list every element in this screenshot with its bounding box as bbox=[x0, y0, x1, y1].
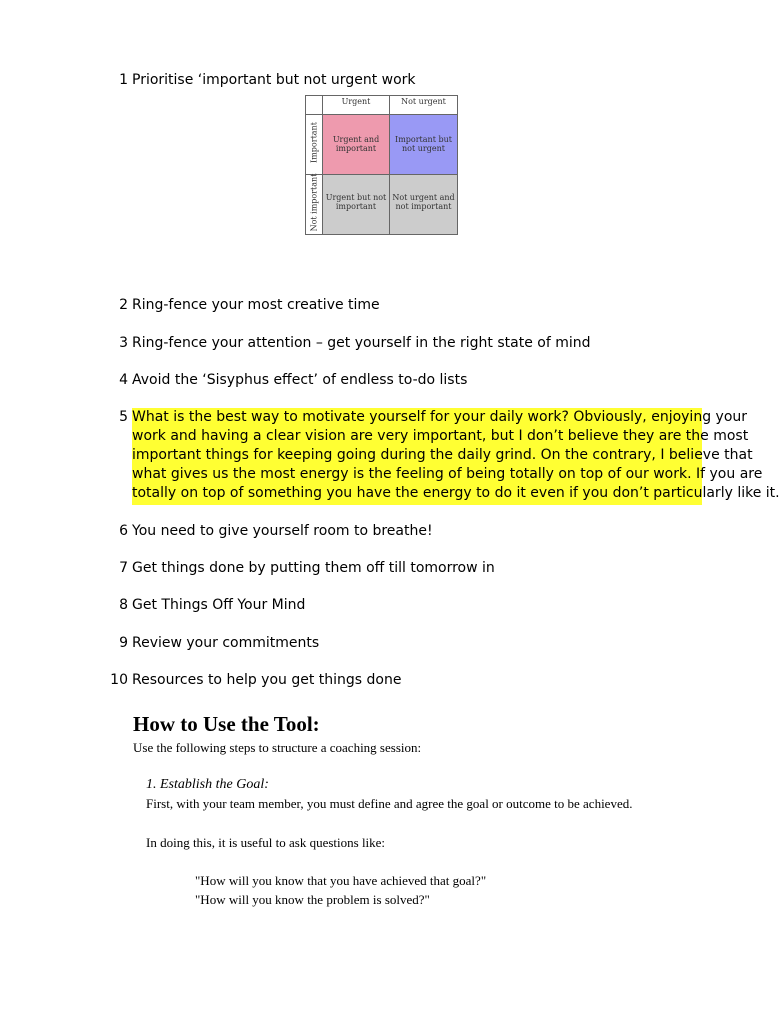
quadrant-urgent-important bbox=[323, 115, 389, 174]
paragraph-line: important things for keeping going during the daily grind. On the contrary, I believe that bbox=[132, 447, 753, 463]
item-number: 4 bbox=[119, 372, 128, 388]
priority-matrix bbox=[305, 95, 458, 235]
quadrant-label: important bbox=[335, 144, 377, 153]
item-number: 6 bbox=[119, 523, 128, 539]
col-header-urgent: Urgent bbox=[341, 97, 371, 106]
item-text: Ring-fence your most creative time bbox=[132, 297, 380, 313]
paragraph-line: totally on top of something you have the energy to do it even if you don’t particularly like it. bbox=[132, 485, 780, 501]
item-number: 7 bbox=[119, 560, 128, 576]
row-header-important: Important bbox=[309, 122, 319, 163]
paragraph-line: what gives us the most energy is the feeling of being totally on top of our work. If you are bbox=[132, 466, 763, 482]
quadrant-label: not urgent bbox=[402, 144, 445, 153]
item-number: 9 bbox=[119, 635, 128, 651]
quadrant-label: Important but bbox=[395, 135, 452, 144]
item-text: Get Things Off Your Mind bbox=[132, 597, 306, 613]
item-text: Avoid the ‘Sisyphus effect’ of endless to-do lists bbox=[132, 372, 468, 388]
paragraph-line: What is the best way to motivate yourself for your daily work? Obviously, enjoying your bbox=[132, 409, 748, 425]
example-question: "How will you know that you have achieved that goal?" bbox=[195, 873, 487, 888]
quadrant-important-not-urgent bbox=[390, 115, 457, 174]
quadrant-label: important bbox=[335, 202, 377, 211]
step-text: First, with your team member, you must define and agree the goal or outcome to be achieved. bbox=[146, 796, 633, 811]
item-text: You need to give yourself room to breathe! bbox=[132, 523, 433, 539]
example-question: "How will you know the problem is solved?" bbox=[195, 892, 430, 907]
item-text: Prioritise ‘important but not urgent work bbox=[132, 72, 416, 88]
quadrant-label: not important bbox=[395, 202, 452, 211]
item-number: 2 bbox=[119, 297, 128, 313]
ask-intro: In doing this, it is useful to ask questions like: bbox=[146, 835, 386, 850]
quadrant-label: Not urgent and bbox=[392, 193, 455, 202]
highlighted-paragraph bbox=[132, 408, 780, 505]
item-text: Review your commitments bbox=[132, 635, 320, 651]
item-text: Resources to help you get things done bbox=[132, 672, 402, 688]
section-intro: Use the following steps to structure a coaching session: bbox=[133, 740, 422, 755]
quadrant-urgent-not-important bbox=[323, 175, 389, 234]
item-text: Ring-fence your attention – get yourself in the right state of mind bbox=[132, 335, 591, 351]
step-title: 1. Establish the Goal: bbox=[146, 777, 269, 792]
item-number: 3 bbox=[119, 335, 128, 351]
quadrant-label: Urgent and bbox=[332, 135, 380, 144]
item-number: 10 bbox=[110, 672, 128, 688]
col-header-not-urgent: Not urgent bbox=[401, 97, 446, 106]
item-number: 1 bbox=[119, 72, 128, 88]
paragraph-line: work and having a clear vision are very important, but I don’t believe they are the most bbox=[132, 428, 749, 444]
quadrant-not-urgent-not-important bbox=[390, 175, 457, 234]
item-text: Get things done by putting them off till tomorrow in bbox=[132, 560, 495, 576]
section-heading: How to Use the Tool: bbox=[133, 712, 320, 736]
quadrant-label: Urgent but not bbox=[325, 193, 387, 202]
item-number: 5 bbox=[119, 409, 128, 425]
item-number: 8 bbox=[119, 597, 128, 613]
row-header-not-important: Not important bbox=[309, 173, 319, 232]
